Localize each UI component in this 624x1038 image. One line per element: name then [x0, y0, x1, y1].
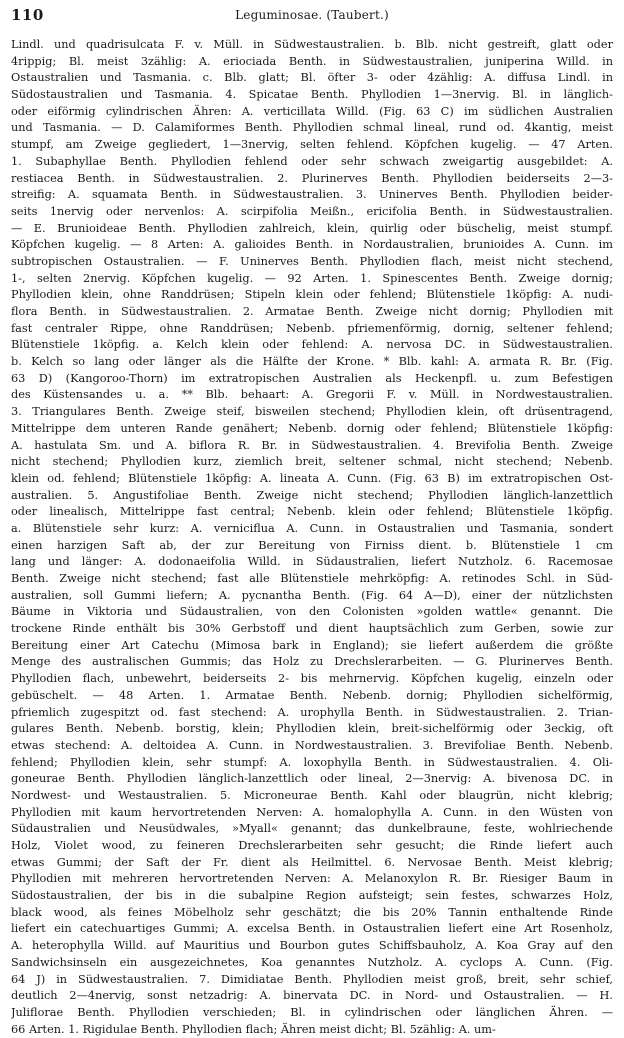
text-line: Mittelrippe dem unteren Rande genähert; Nebenb. dornig oder fehlend; Blütenstiele 1köpfig: — [11, 421, 613, 435]
text-line: Juliflorae Benth. Phyllodien verschieden; Bl. in cylindrischen oder länglichen Ähren. — — [11, 1005, 613, 1019]
text-line: 63 D) (Kangoroo-Thorn) im extratropischen Australien als Heckenpfl. u. zum Befestigen — [11, 371, 613, 385]
text-line: A. heterophylla Willd. auf Mauritius und Bourbon gutes Schiffsbauholz, A. Koa Gray auf den — [11, 939, 613, 953]
page-header — [0, 6, 624, 28]
text-line: A. hastulata Sm. und A. biflora R. Br. in Südwestaustralien. 4. Brevifolia Benth. Zweige — [11, 438, 613, 452]
text-line: Phyllodien klein, ohne Randdrüsen; Stipeln klein oder fehlend; Blütenstiele 1köpfig: A. nudi- — [11, 288, 613, 302]
text-line: etwas Gummi; der Saft der Fr. dient als Heilmittel. 6. Nervosae Benth. Meist klebrig; — [11, 855, 613, 869]
text-line: 64 J) in Südwestaustralien. 7. Dimidiatae Benth. Phyllodien meist groß, breit, sehr schief, — [11, 972, 613, 986]
text-line: black wood, als feines Möbelholz sehr geschätzt; die bis 20% Tannin enthaltende Rinde — [11, 905, 613, 919]
text-line: Nordwest- und Westaustralien. 5. Microneurae Benth. Kahl oder blaugrün, nicht klebrig; — [11, 788, 613, 802]
text-line: Südostaustralien und Tasmania. 4. Spicatae Benth. Phyllodien 1—3nervig. Bl. in länglich- — [11, 88, 613, 102]
text-line: Köpfchen kugelig. — 8 Arten: A. galioides Benth. in Nordaustralien, brunioides A. Cunn. im — [11, 238, 613, 252]
text-line: lang und länger: A. dodonaeifolia Willd. in Südaustralien, liefert Nutzholz. 6. Racemosae — [11, 555, 613, 569]
text-line: einen harzigen Saft ab, der zur Bereitung von Firniss dient. b. Blütenstiele 1 cm — [11, 538, 613, 552]
text-line: flora Benth. in Südwestaustralien. 2. Armatae Benth. Zweige nicht dornig; Phyllodien mit — [11, 305, 613, 318]
text-line: restiacea Benth. in Südwestaustralien. 2. Plurinerves Benth. Phyllodien beiderseits 2—3- — [11, 171, 613, 185]
text-line: gebüschelt. — 48 Arten. 1. Armatae Benth. Nebenb. dornig; Phyllodien sichelförmig, — [11, 688, 613, 702]
text-line: liefert ein catechuartiges Gummi; A. excelsa Benth. in Ostaustralien liefert eine Art Rosenholz, — [11, 922, 613, 936]
text-line: klein od. fehlend; Blütenstiele 1köpfig: A. lineata A. Cunn. (Fig. 63 B) im extratropischen Ost- — [11, 471, 613, 485]
text-line: fehlend; Phyllodien klein, sehr stumpf: A. loxophylla Benth. in Südwestaustralien. 4. Oli- — [11, 755, 613, 769]
text-line: Phyllodien mit mehreren hervortretenden Nerven: A. Melanoxylon R. Br. Riesiger Baum in — [11, 872, 613, 886]
text-line: Blütenstiele 1köpfig. a. Kelch klein oder fehlend: A. nervosa DC. in Südwestaustralien. — [11, 338, 613, 352]
text-line: Bereitung einer Art Catechu (Mimosa bark in England); sie liefert außerdem die größte — [11, 638, 613, 652]
text-line: Südaustralien und Neusüdwales, »Myall« genannt; das dunkelbraune, feste, wohlriechende — [11, 822, 613, 836]
text-line: 66 Arten. 1. Rigidulae Benth. Phyllodien flach; Ähren meist dicht; Bl. 5zählig: A. um- — [11, 1022, 496, 1036]
text-line: Phyllodien mit kaum hervortretenden Nerven: A. homalophylla A. Cunn. in den Wüsten von — [11, 805, 613, 819]
text-line: Südostaustralien, der bis in die subalpine Region aufsteigt; sein festes, schwarzes Holz, — [11, 889, 613, 903]
text-line: Holz, Violet wood, zu feineren Drechslerarbeiten sehr gesucht; die Rinde liefert auch — [11, 839, 613, 852]
text-line: australien. 5. Angustifoliae Benth. Zweige nicht stechend; Phyllodien länglich-lanzettlich — [11, 488, 613, 502]
text-line: oder eiförmig cylindrischen Ähren: A. verticillata Willd. (Fig. 63 C) im südlichen Australien — [11, 104, 613, 118]
text-line: goneurae Benth. Phyllodien länglich-lanzettlich oder lineal, 2—3nervig: A. bivenosa DC. in — [11, 772, 613, 786]
page-number: 110 — [11, 6, 44, 24]
text-line: seits 1nervig oder nervenlos: A. scirpifolia Meißn., ericifolia Benth. in Südwestaustralien. — [11, 204, 613, 218]
text-line: Lindl. und quadrisulcata F. v. Müll. in Südwestaustralien. b. Blb. nicht gestreift, glatt oder — [11, 38, 613, 51]
text-line: trockene Rinde enthält bis 30% Gerbstoff und dient hauptsächlich zum Gerben, sowie zur — [11, 622, 613, 636]
running-title: Leguminosae. (Taubert.) — [235, 8, 389, 22]
text-line: streifig: A. squamata Benth. in Südwestaustralien. 3. Uninerves Benth. Phyllodien beider- — [11, 188, 613, 202]
text-line: etwas stechend: A. deltoidea A. Cunn. in Nordwestaustralien. 3. Brevifoliae Benth. Nebenb. — [11, 738, 613, 752]
text-line: gulares Benth. Nebenb. borstig, klein; Phyllodien klein, breit-sichelförmig oder 3eckig, oft — [11, 722, 613, 736]
text-line: subtropischen Ostaustralien. — F. Uninerves Benth. Phyllodien flach, meist nicht stechend, — [11, 254, 613, 268]
text-line: 4rippig; Bl. meist 3zählig: A. eriociada Benth. in Südwestaustralien, juniperina Willd. in — [11, 54, 613, 68]
text-line: 1. Subaphyllae Benth. Phyllodien fehlend oder sehr schwach zweigartig ausgebildet: A. — [11, 154, 613, 168]
text-line: des Küstensandes u. a. ** Blb. behaart: A. Gregorii F. v. Müll. in Nordwestaustralien. — [11, 388, 613, 402]
text-line: 1-, selten 2nervig. Köpfchen kugelig. — 92 Arten. 1. Spinescentes Benth. Zweige dornig; — [11, 271, 613, 285]
text-line: Sandwichsinseln ein ausgezeichnetes, Koa genanntes Nutzholz. A. cyclops A. Cunn. (Fig. — [11, 955, 613, 969]
text-line: b. Kelch so lang oder länger als die Hälfte der Krone. * Blb. kahl: A. armata R. Br. (Fig. — [11, 355, 613, 369]
body-text — [11, 37, 613, 1038]
text-line: australien, soll Gummi liefern; A. pycnantha Benth. (Fig. 64 A—D), einer der nützlichsten — [11, 588, 613, 602]
text-line: a. Blütenstiele sehr kurz: A. verniciflua A. Cunn. in Ostaustralien und Tasmania, sondert — [11, 521, 613, 535]
text-line: Menge des australischen Gummis; das Holz zu Drechslerarbeiten. — G. Plurinerves Benth. — [11, 655, 613, 669]
text-line: deutlich 2—4nervig, sonst netzadrig: A. binervata DC. in Nord- und Ostaustralien. — H. — [11, 989, 613, 1003]
text-line: nicht stechend; Phyllodien kurz, ziemlich breit, seltener schmal, nicht stechend; Nebenb. — [11, 455, 613, 469]
text-line: — E. Brunioideae Benth. Phyllodien zahlreich, klein, quirlig oder büschelig, meist stumpf. — [11, 221, 613, 235]
text-line: 3. Triangulares Benth. Zweige steif, bisweilen stechend; Phyllodien klein, oft drüsentragend, — [11, 405, 613, 419]
text-line: Phyllodien flach, unbewehrt, beiderseits 2- bis mehrnervig. Köpfchen kugelig, einzeln oder — [11, 672, 613, 686]
text-line: pfriemlich zugespitzt od. fast stechend: A. urophylla Benth. in Südwestaustralien. 2. Trian- — [11, 705, 613, 719]
text-line: stumpf, am Zweige gegliedert, 1—3nervig, selten fehlend. Köpfchen kugelig. — 47 Arten. — [11, 138, 613, 152]
text-line: oder linealisch, Mittelrippe fast central; Nebenb. klein oder fehlend; Blütenstiele 1köpfig. — [11, 505, 613, 519]
text-line: Benth. Zweige nicht stechend; fast alle Blütenstiele mehrköpfig: A. retinodes Schl. in Süd- — [11, 572, 613, 585]
text-line: Bäume in Viktoria und Südaustralien, von den Colonisten »golden wattle« genannt. Die — [11, 605, 613, 619]
text-line: fast centraler Rippe, ohne Randdrüsen; Nebenb. pfriemenförmig, dornig, seltener fehlend; — [11, 321, 613, 335]
text-line: Ostaustralien und Tasmania. c. Blb. glatt; Bl. öfter 3- oder 4zählig: A. diffusa Lindl. in — [11, 71, 613, 85]
text-line: und Tasmania. — D. Calamiformes Benth. Phyllodien schmal lineal, rund od. 4kantig, meist — [11, 121, 613, 135]
